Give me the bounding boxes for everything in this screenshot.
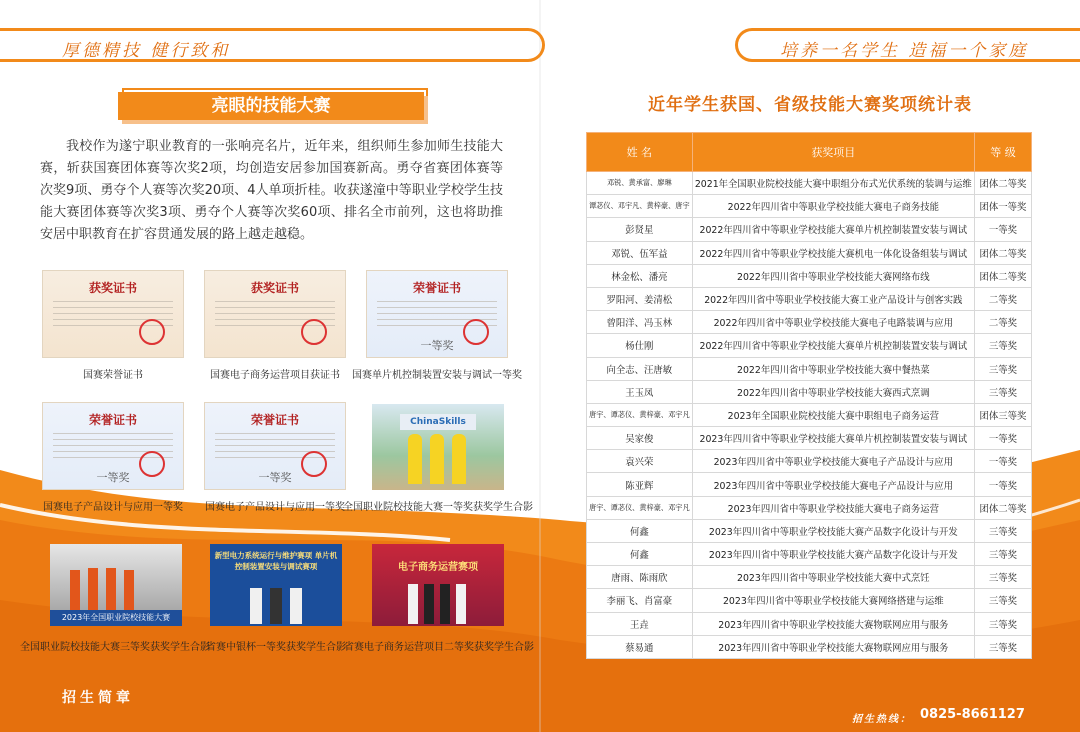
cell-level: 二等奖	[975, 287, 1032, 310]
photo-banner: 电子商务运营赛项	[398, 562, 478, 573]
cell-name: 李丽飞、肖富豪	[587, 589, 693, 612]
certificate-image	[42, 402, 184, 490]
cell-level: 一等奖	[975, 427, 1032, 450]
cell-level: 三等奖	[975, 612, 1032, 635]
cell-project: 2023年四川省中等职业学校技能大赛产品数字化设计与开发	[692, 519, 974, 542]
hotline-label: 招生热线：	[852, 714, 912, 725]
table-row	[587, 403, 1032, 426]
cell-level: 团体二等奖	[975, 496, 1032, 519]
cell-project: 2023年全国职业院校技能大赛中职组电子商务运营	[692, 403, 974, 426]
table-row	[587, 496, 1032, 519]
certificate-prize: 一等奖	[96, 471, 130, 484]
cell-level: 三等奖	[975, 519, 1032, 542]
certificate-heading: 获奖证书	[88, 281, 137, 295]
cell-project: 2021年全国职业院校技能大赛中职组分布式光伏系统的装调与运维	[692, 172, 974, 195]
certificate-image	[42, 270, 184, 358]
photo-caption: 省赛电子商务运营项目二等奖获奖学生合影	[344, 642, 534, 653]
cell-level: 团体三等奖	[975, 403, 1032, 426]
certificate-image	[366, 270, 508, 358]
cell-project: 2022年四川省中等职业学校技能大赛单片机控制装置安装与调试	[692, 334, 974, 357]
table-row	[587, 543, 1032, 566]
cell-name: 吴家俊	[587, 427, 693, 450]
cell-project: 2023年四川省中等职业学校技能大赛产品数字化设计与开发	[692, 543, 974, 566]
group-photo	[372, 404, 504, 490]
table-row	[587, 334, 1032, 357]
brochure-label: 招生简章	[62, 690, 134, 706]
cell-name: 谭苾仪、邓宇凡、黄梓豪、唐宇	[587, 195, 693, 218]
cell-project: 2023年四川省中等职业学校技能大赛物联网应用与服务	[692, 635, 974, 658]
photo-caption: 国赛电子商务运营项目获证书	[210, 370, 340, 381]
cell-project: 2022年四川省中等职业学校技能大赛中餐热菜	[692, 357, 974, 380]
photo-caption: 国赛电子产品设计与应用一等奖	[43, 502, 183, 513]
cell-name: 邓锐、伍军益	[587, 241, 693, 264]
intro-paragraph: 我校作为遂宁职业教育的一张响亮名片，近年来，组织师生参加师生技能大赛，斩获国赛团体赛等次奖2项，均创造安居参加国赛新高。勇夺省赛团体赛等次奖9项、勇夺个人赛等次奖20项、4人单项折桂。收获遂潼中等职业学校学生技能大赛团体赛等次奖3项、勇夺个人赛等次奖60项、排名全市前列，这也将助推安居中职教育在扩容贯通发展的路上越走越稳。	[40, 139, 503, 242]
cell-name: 何鑫	[587, 519, 693, 542]
photo-caption: 国赛单片机控制装置安装与调试一等奖	[352, 370, 522, 381]
certificate-image	[204, 270, 346, 358]
group-photo	[50, 544, 182, 626]
cell-name: 曾阳洋、冯玉林	[587, 311, 693, 334]
group-photo	[372, 544, 504, 626]
table-row	[587, 241, 1032, 264]
cell-name: 袁兴荣	[587, 450, 693, 473]
table-row	[587, 635, 1032, 658]
photo-banner: 2023年全国职业院校技能大赛	[50, 610, 182, 626]
cell-level: 一等奖	[975, 473, 1032, 496]
table-row	[587, 566, 1032, 589]
certificate-heading: 荣誉证书	[88, 413, 137, 427]
column-header-name: 姓 名	[587, 133, 693, 172]
cell-level: 三等奖	[975, 334, 1032, 357]
certificate-heading: 荣誉证书	[250, 413, 299, 427]
cell-name: 唐雨、陈雨欣	[587, 566, 693, 589]
motto-left: 厚德精技 健行致和	[62, 41, 231, 61]
cell-level: 团体二等奖	[975, 264, 1032, 287]
photo-caption: 省赛中银杯一等奖获奖学生合影	[206, 642, 346, 653]
cell-name: 罗阳河、姜清松	[587, 287, 693, 310]
cell-name: 王玉凤	[587, 380, 693, 403]
cell-name: 王垚	[587, 612, 693, 635]
cell-project: 2023年四川省中等职业学校技能大赛电子产品设计与应用	[692, 450, 974, 473]
certificate-heading: 荣誉证书	[412, 281, 461, 295]
cell-level: 三等奖	[975, 566, 1032, 589]
cell-project: 2023年四川省中等职业学校技能大赛网络搭建与运维	[692, 589, 974, 612]
table-row	[587, 172, 1032, 195]
cell-name: 唐宇、谭苾仪、黄梓豪、邓宇凡	[587, 496, 693, 519]
cell-name: 林金松、潘亮	[587, 264, 693, 287]
cell-level: 二等奖	[975, 311, 1032, 334]
table-row	[587, 357, 1032, 380]
column-header-project: 获奖项目	[692, 133, 974, 172]
cell-level: 三等奖	[975, 635, 1032, 658]
cell-level: 团体一等奖	[975, 195, 1032, 218]
cell-project: 2023年四川省中等职业学校技能大赛单片机控制装置安装与调试	[692, 427, 974, 450]
certificate-heading: 获奖证书	[250, 281, 299, 295]
cell-name: 何鑫	[587, 543, 693, 566]
photo-caption: 国赛电子产品设计与应用一等奖	[205, 502, 345, 513]
table-header-row	[587, 133, 1032, 172]
group-photo	[210, 544, 342, 626]
cell-name: 陈亚辉	[587, 473, 693, 496]
table-row	[587, 380, 1032, 403]
cell-project: 2022年四川省中等职业学校技能大赛电子电路装调与应用	[692, 311, 974, 334]
table-row	[587, 195, 1032, 218]
cell-level: 三等奖	[975, 589, 1032, 612]
section-title: 亮眼的技能大赛	[118, 92, 424, 120]
table-row	[587, 218, 1032, 241]
photo-banner: 新型电力系统运行与维护赛项 单片机控制装置安装与调试赛项	[214, 551, 338, 571]
cell-level: 三等奖	[975, 380, 1032, 403]
cell-name: 邓锐、黄承富、廖琳	[587, 172, 693, 195]
table-row	[587, 287, 1032, 310]
photo-caption: 国赛荣誉证书	[83, 370, 143, 381]
cell-project: 2022年四川省中等职业学校技能大赛单片机控制装置安装与调试	[692, 218, 974, 241]
cell-project: 2022年四川省中等职业学校技能大赛西式烹调	[692, 380, 974, 403]
table-row	[587, 427, 1032, 450]
table-row	[587, 450, 1032, 473]
cell-project: 2023年四川省中等职业学校技能大赛中式烹饪	[692, 566, 974, 589]
cell-name: 蔡易通	[587, 635, 693, 658]
cell-project: 2023年四川省中等职业学校技能大赛电子产品设计与应用	[692, 473, 974, 496]
photo-caption: 全国职业院校技能大赛三等奖获奖学生合影	[20, 642, 210, 653]
photo-banner: ChinaSkills	[400, 414, 476, 430]
cell-project: 2022年四川省中等职业学校技能大赛电子商务技能	[692, 195, 974, 218]
cell-level: 三等奖	[975, 357, 1032, 380]
certificate-prize: 一等奖	[420, 339, 454, 352]
cell-level: 一等奖	[975, 450, 1032, 473]
certificate-prize: 一等奖	[258, 471, 292, 484]
cell-level: 一等奖	[975, 218, 1032, 241]
cell-level: 三等奖	[975, 543, 1032, 566]
photo-caption: 全国职业院校技能大赛一等奖获奖学生合影	[343, 502, 533, 513]
hotline-number: 0825-8661127	[920, 707, 1025, 722]
table-row	[587, 519, 1032, 542]
cell-level: 团体二等奖	[975, 241, 1032, 264]
awards-table	[586, 132, 1032, 659]
cell-project: 2023年四川省中等职业学校技能大赛物联网应用与服务	[692, 612, 974, 635]
cell-level: 团体二等奖	[975, 172, 1032, 195]
table-row	[587, 589, 1032, 612]
cell-project: 2022年四川省中等职业学校技能大赛网络布线	[692, 264, 974, 287]
table-row	[587, 264, 1032, 287]
cell-project: 2022年四川省中等职业学校技能大赛机电一体化设备组装与调试	[692, 241, 974, 264]
column-header-level: 等 级	[975, 133, 1032, 172]
certificate-image	[204, 402, 346, 490]
table-row	[587, 612, 1032, 635]
table-row	[587, 311, 1032, 334]
cell-name: 唐宇、谭苾仪、黄梓豪、邓宇凡	[587, 403, 693, 426]
cell-name: 彭贤星	[587, 218, 693, 241]
table-title: 近年学生获国、省级技能大赛奖项统计表	[648, 95, 972, 115]
cell-name: 向全志、汪唐敏	[587, 357, 693, 380]
motto-right: 培养一名学生 造福一个家庭	[780, 41, 1029, 61]
table-row	[587, 473, 1032, 496]
cell-name: 杨仕刚	[587, 334, 693, 357]
cell-project: 2023年四川省中等职业学校技能大赛电子商务运营	[692, 496, 974, 519]
cell-project: 2022年四川省中等职业学校技能大赛工业产品设计与创客实践	[692, 287, 974, 310]
